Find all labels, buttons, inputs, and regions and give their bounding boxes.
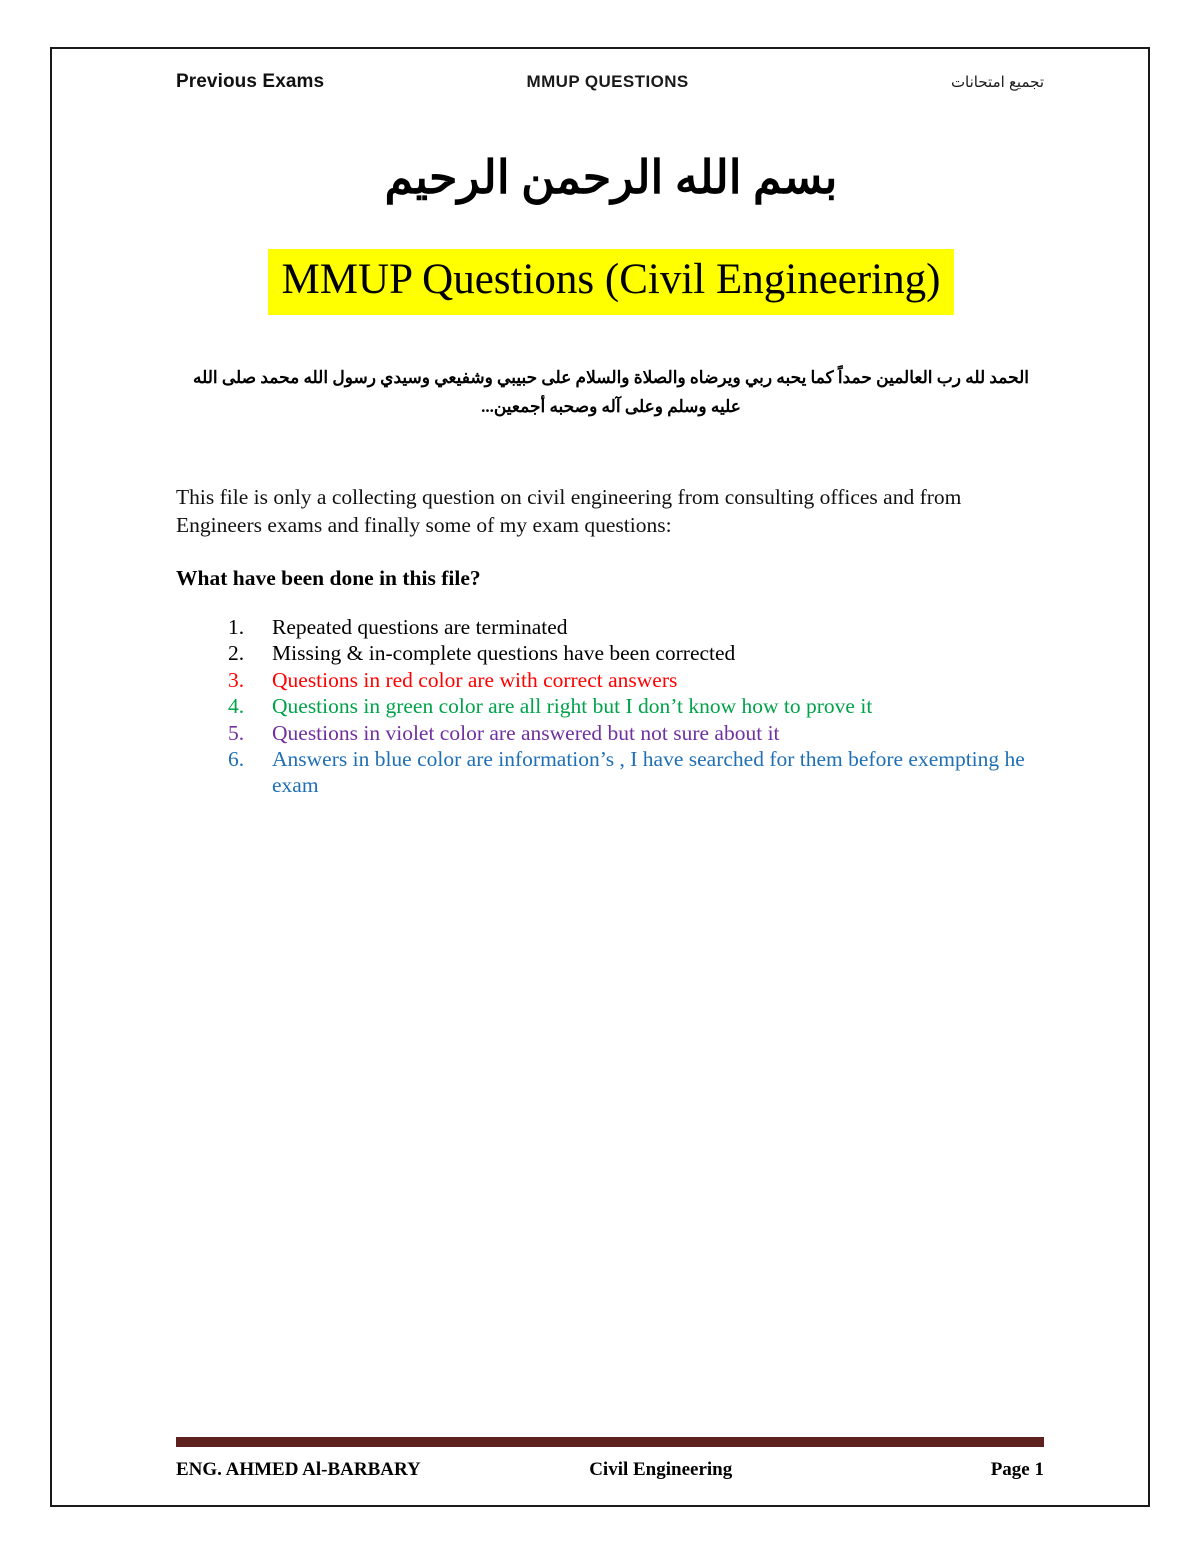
list-item [222, 694, 1046, 720]
section-heading: What have been done in this file? [176, 566, 481, 591]
page-footer [176, 1459, 1044, 1487]
header-right-arabic-label: تجميع امتحانات [950, 74, 1044, 91]
footer-rule [176, 1437, 1044, 1447]
list-item-text: Missing & in-complete questions have been corrected [272, 641, 736, 666]
list-item-text: Repeated questions are terminated [272, 614, 568, 639]
footer-page-number: Page 1 [990, 1459, 1044, 1480]
document-body [176, 127, 1046, 800]
list-item [222, 641, 1046, 667]
list-item-text: Questions in violet color are answered but not sure about it [272, 720, 780, 745]
notes-list [176, 615, 1046, 799]
title-block [176, 249, 1046, 315]
header-center-label: MMUP QUESTIONS [526, 72, 689, 91]
basmala-line: بسم الله الرحمن الرحيم [384, 152, 838, 203]
document-page [50, 47, 1150, 1507]
praise-paragraph-arabic: الحمد لله رب العالمين حمداً كما يحبه ربي ويرضاه والصلاة والسلام على حبيبي وشفيعي وسيدي رسول الله محمد صلى الله عليه وسلم وعلى آله وصحبه أجمعين... [192, 367, 1030, 417]
list-item [222, 747, 1046, 798]
list-item [222, 721, 1046, 747]
page-header [176, 71, 1044, 101]
list-item-text: Questions in red color are with correct answers [272, 667, 678, 692]
list-item-text: Answers in blue color are information’s , I have searched for them before exempting he exam [272, 747, 1025, 797]
list-item [222, 615, 1046, 641]
header-left-label: Previous Exams [176, 71, 325, 92]
page-content-area [52, 49, 1148, 1505]
page-title: MMUP Questions (Civil Engineering) [268, 249, 955, 315]
list-item-text: Questions in green color are all right but I don’t know how to prove it [272, 694, 873, 719]
intro-paragraph: This file is only a collecting question on civil engineering from consulting offices and from Engineers exams and finally some of my exam questions: [176, 485, 962, 537]
footer-author-label: ENG. AHMED Al-BARBARY [176, 1459, 421, 1480]
footer-subject-label: Civil Engineering [589, 1459, 733, 1480]
list-item [222, 668, 1046, 694]
